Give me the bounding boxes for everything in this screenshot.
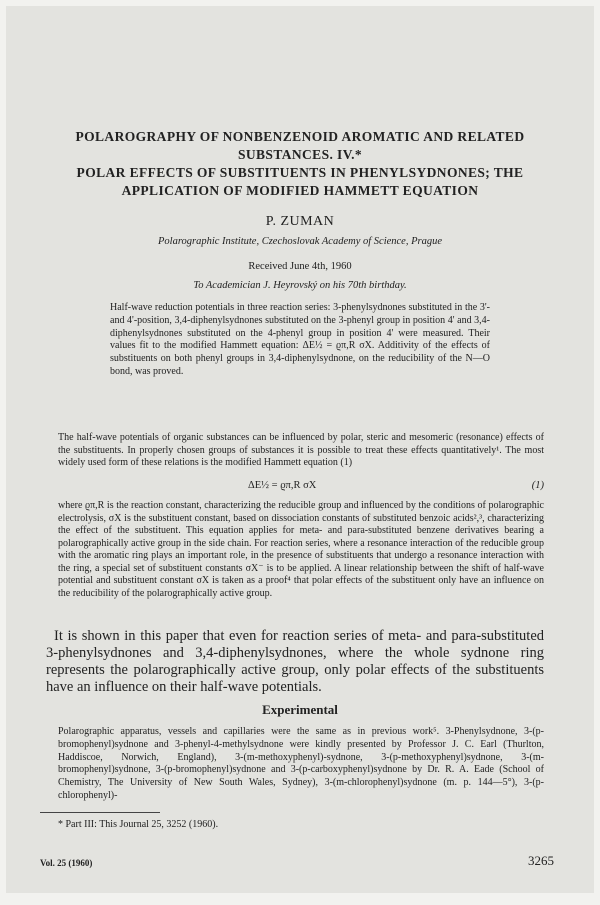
- journal-page: [6, 6, 594, 893]
- title-line-1: POLAROGRAPHY OF NONBENZENOID AROMATIC AND RELATED SUBSTANCES. IV.*: [75, 129, 525, 162]
- title-line-2: POLAR EFFECTS OF SUBSTITUENTS IN PHENYLSYDNONES; THE APPLICATION OF MODIFIED HAMMETT EQUATION: [76, 165, 524, 198]
- body-paragraph: where ϱπ,R is the reaction constant, characterizing the reducible group and influenced by the conditions of polarographic electrolysis, σX is the substituent constant, based on dissociation constants of substituted benzoic acids²,³, characterizing the effect of the substituent. This equation applies for meta- and para-substituted benzene derivatives bearing a polarographically active group in the side chain. For reaction series, where a resonance interaction of the reducible group with the aromatic ring plays an important role, in the presence of substituents that undergo a resonance interaction with the ring, a special set of substituent constants σX⁻ is to be applied. A linear relationship between the shift of half-wave potential and substituent constant σX is taken as a proof⁴ that polar effects of the substituent only have an influence on the reducibility of the polarographically active group.: [58, 500, 544, 599]
- article-title: [46, 128, 554, 200]
- page-number: 3265: [528, 853, 554, 868]
- volume-label: Vol. 25 (1960): [40, 858, 93, 868]
- author-name: P. ZUMAN: [265, 214, 335, 229]
- intro-paragraph: The half-wave potentials of organic substances can be influenced by polar, steric and mesomeric (resonance) effects of the substituents. In properly chosen groups of substances it is possible to treat these effects quantitatively¹. The most widely used form of these relations is the modified Hammett equation (1): [58, 432, 544, 468]
- section-heading: Experimental: [262, 702, 338, 717]
- abstract: Half-wave reduction potentials in three reaction series: 3-phenylsydnones substituted in the 3'- and 4'-position, 3,4-diphenylsydnones substituted on the 3-phenyl group in position 4' and 3,4-diphenylsydnones substituted on the 4-phenyl group in position 4' were measured. Their values fit to the modified Hammett equation: ΔE½ = ϱπ,R σX. Additivity of the effects of substituents on both phenyl groups in 3,4-diphenylsydnone, on the reducibility of the N—O bond, was proved.: [110, 302, 490, 377]
- equation: ΔE½ = ϱπ,R σX: [248, 480, 317, 491]
- experimental-paragraph: Polarographic apparatus, vessels and capillaries were the same as in previous work⁵. 3-Phenylsydnone, 3-(p-bromophenyl)sydnone and 3-phenyl-4-methylsydnone were kindly presented by Professor J. C. Earl (Thurlton, Haddiscoe, Norwich, England), 3-(m-methoxyphenyl)-sydnone, 3-(p-methoxyphenyl)sydnone, 3-(m-bromophenyl)sydnone, 3-(p-bromophenyl)sydnone and 3-(p-carboxyphenyl)sydnone by Dr. R. A. Eade (School of Chemistry, The University of New South Wales, Sydney), 3-(m-chlorophenyl)sydnone (m. p. 144—5°), 3-(p-chlorophenyl)-: [58, 726, 544, 801]
- dedication: To Academician J. Heyrovský on his 70th birthday.: [193, 280, 407, 291]
- equation-number: (1): [531, 480, 544, 491]
- footnote: * Part III: This Journal 25, 3252 (1960).: [58, 819, 219, 830]
- affiliation: Polarographic Institute, Czechoslovak Academy of Science, Prague: [157, 236, 442, 247]
- received-date: Received June 4th, 1960: [248, 261, 352, 272]
- summary-paragraph: It is shown in this paper that even for reaction series of meta- and para-substituted 3-phenylsydnones and 3,4-diphenylsydnones, where the whole sydnone ring represents the polarographically active group, only polar effects of the substituents have an influence on their half-wave potentials.: [46, 628, 544, 695]
- footnote-divider: [40, 812, 160, 813]
